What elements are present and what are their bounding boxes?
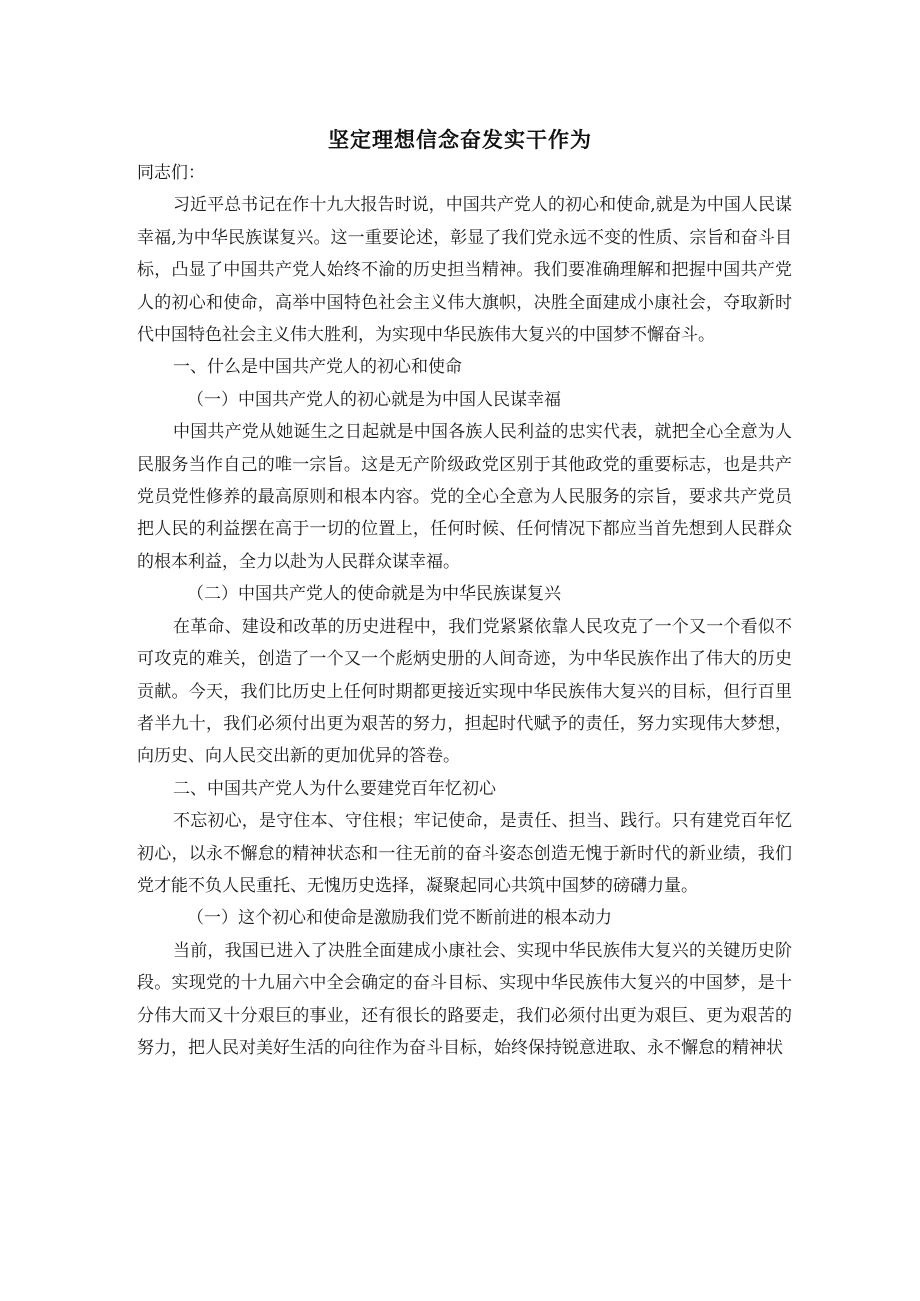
subsection-heading-1-2: （二）中国共产党人的使命就是为中华民族谋复兴 bbox=[187, 584, 561, 605]
section-heading-1: 一、什么是中国共产党人的初心和使命 bbox=[173, 357, 462, 378]
document-title: 坚定理想信念奋发实干作为 bbox=[328, 128, 592, 152]
paragraph: 不忘初心，是守住本、守住根；牢记使命，是责任、担当、践行。只有建党百年忆初心，以永不懈怠的精神状态和一往无前的奋斗姿态创造无愧于新时代的新业绩，我们党才能不负人民重托、无愧历史选择，凝聚起同心共筑中国梦的磅礴力量。 bbox=[137, 811, 792, 896]
paragraph: 当前，我国已进入了决胜全面建成小康社会、实现中华民族伟大复兴的关键历史阶段。实现党的十九届六中全会确定的奋斗目标、实现中华民族伟大复兴的中国梦，是十分伟大而又十分艰巨的事业，还有很长的路要走，我们必须付出更为艰巨、更为艰苦的努力，把人民对美好生活的向往作为奋斗目标，始终保持锐意进取、永不懈怠的精神状 bbox=[137, 940, 792, 1058]
paragraph: 在革命、建设和改革的历史进程中，我们党紧紧依靠人民攻克了一个又一个看似不可攻克的难关，创造了一个又一个彪炳史册的人间奇迹，为中华民族作出了伟大的历史贡献。今天，我们比历史上任何时期都更接近实现中华民族伟大复兴的目标，但行百里者半九十，我们必须付出更为艰苦的努力，担起时代赋予的责任，努力实现伟大梦想，向历史、向人民交出新的更加优异的答卷。 bbox=[137, 616, 792, 767]
salutation: 同志们： bbox=[137, 163, 205, 183]
paragraph-intro: 习近平总书记在作十九大报告时说，中国共产党人的初心和使命,就是为中国人民谋幸福,为中华民族谋复兴。这一重要论述，彰显了我们党永远不变的性质、宗旨和奋斗目标，凸显了中国共产党人始终不渝的历史担当精神。我们要准确理解和把握中国共产党人的初心和使命，高举中国特色社会主义伟大旗帜，决胜全面建成小康社会，夺取新时代中国特色社会主义伟大胜利，为实现中华民族伟大复兴的中国梦不懈奋斗。 bbox=[137, 195, 792, 346]
paragraph: 中国共产党从她诞生之日起就是中国各族人民利益的忠实代表，就把全心全意为人民服务当作自己的唯一宗旨。这是无产阶级政党区别于其他政党的重要标志，也是共产党员党性修养的最高原则和根本内容。党的全心全意为人民服务的宗旨，要求共产党员把人民的利益摆在高于一切的位置上，任何时候、任何情况下都应当首先想到人民群众的根本利益，全力以赴为人民群众谋幸福。 bbox=[137, 422, 792, 572]
document-body bbox=[137, 157, 792, 1064]
subsection-heading-1-1: （一）中国共产党人的初心就是为中国人民谋幸福 bbox=[187, 389, 561, 410]
subsection-heading-2-1: （一）这个初心和使命是激励我们党不断前进的根本动力 bbox=[187, 908, 612, 929]
section-heading-2: 二、中国共产党人为什么要建党百年忆初心 bbox=[173, 778, 496, 799]
